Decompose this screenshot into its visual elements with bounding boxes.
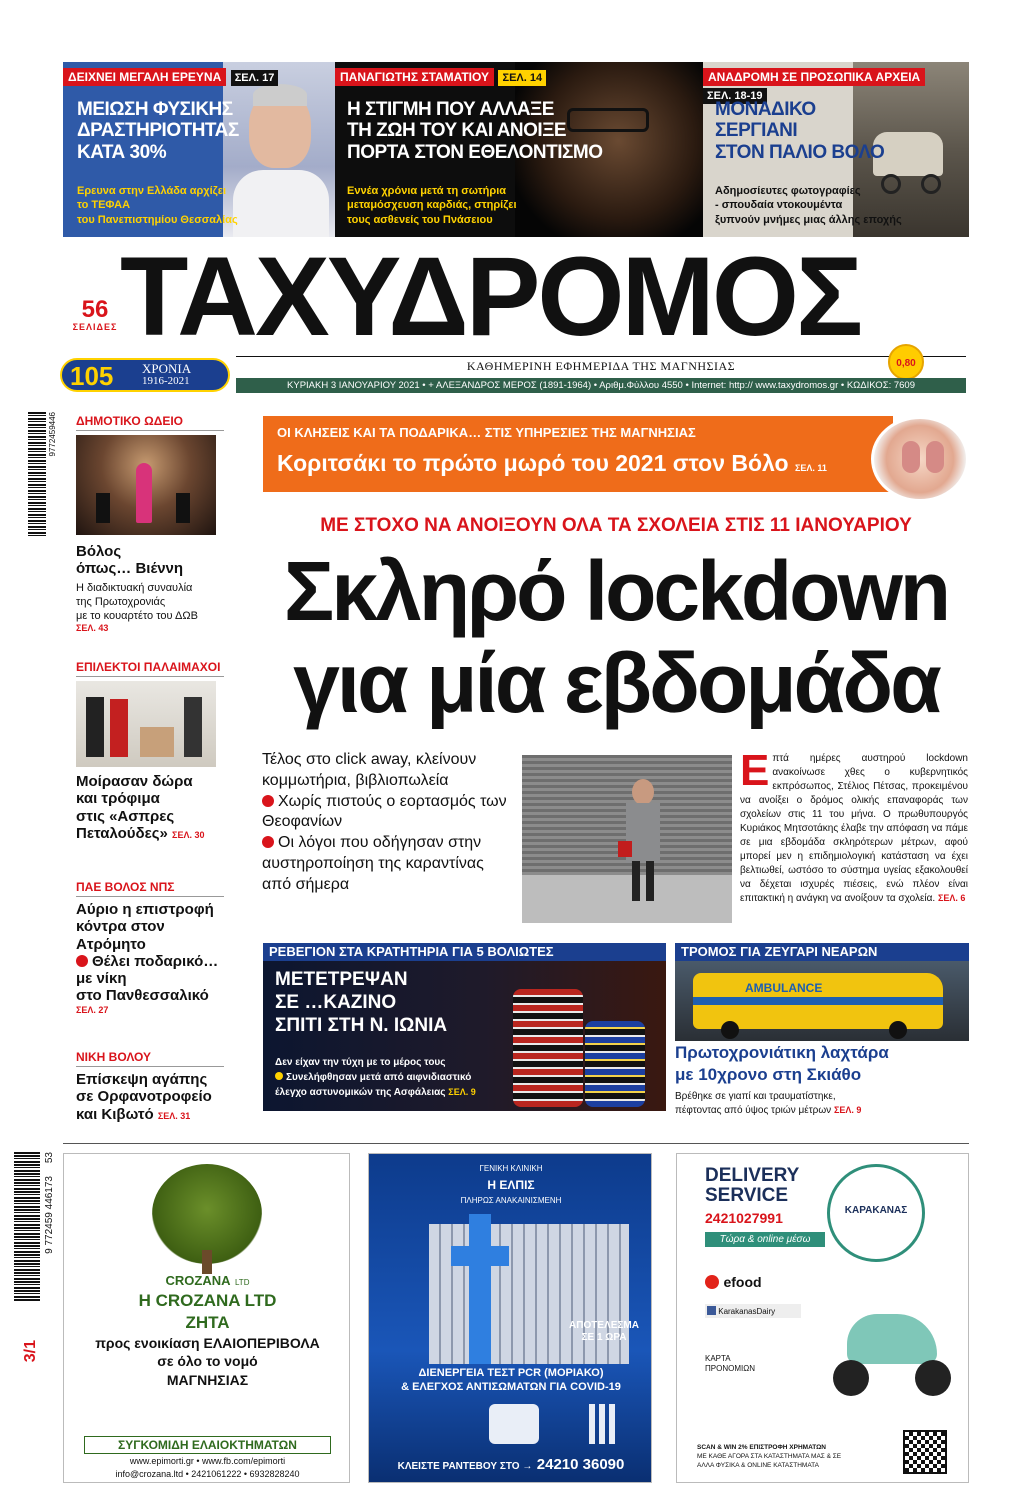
teaser-headline-line: ΠΟΡΤΑ ΣΤΟΝ ΕΘΕΛΟΝΤΙΣΜΟ	[347, 141, 603, 163]
clinic-pcr-line: ΔΙΕΝΕΡΓΕΙΑ ΤΕΣΤ PCR (ΜΟΡΙΑΚΟ)	[418, 1367, 604, 1379]
sidebar-headline	[76, 773, 224, 842]
sidebar-text-line: της Πρωτοχρονιάς	[76, 595, 166, 608]
teaser-sub-line: ξυπνούν μνήμες μιας άλλης εποχής	[715, 213, 902, 226]
teaser-category: ΑΝΑΔΡΟΜΗ ΣΕ ΠΡΟΣΩΠΙΚΑ ΑΡΧΕΙΑ	[703, 68, 925, 86]
teaser-physical-activity[interactable]	[63, 62, 335, 237]
ad-clinic-elpis[interactable]	[368, 1153, 652, 1483]
sidebar-page: ΣΕΛ. 27	[76, 1004, 109, 1015]
loyalty-card	[705, 1354, 755, 1373]
teaser-sub-line: - σπουδαία ντοκουμέντα	[715, 199, 843, 212]
clinic-renovated: ΠΛΗΡΩΣ ΑΝΑΚΑΙΝΙΣΜΕΝΗ	[460, 1196, 562, 1205]
ambulance-photo	[675, 961, 969, 1041]
years-badge	[60, 358, 230, 392]
clinic-label: ΓΕΝΙΚΗ ΚΛΙΝΙΚΗ	[479, 1164, 543, 1173]
teaser-sub-line: Εννέα χρόνια μετά τη σωτήρια	[347, 185, 507, 197]
crozana-logo-text: CROZANA	[165, 1273, 231, 1288]
sidebar-headline-line: Επίσκεψη αγάπης	[76, 1071, 208, 1088]
sidebar-headline-line: στις «Ασπρες	[76, 807, 175, 825]
teaser-page: ΣΕΛ. 17	[231, 70, 279, 86]
clinic-appointment-text: ΚΛΕΙΣΤΕ ΡΑΝΤΕΒΟΥ ΣΤΟ →	[397, 1461, 533, 1472]
sidebar-headline-line: Πεταλούδες»	[76, 824, 168, 842]
years-number: 105	[70, 361, 114, 391]
lead-dropcap: Ε	[740, 746, 770, 795]
sidebar-story-volos-football[interactable]	[76, 880, 224, 1050]
sidebar-headline	[76, 901, 224, 1005]
crozana-line: σε όλο το νομό	[157, 1353, 258, 1370]
clinic-name: Η ΕΛΠΙΣ	[487, 1178, 535, 1192]
banner-headline	[277, 450, 827, 477]
price-badge	[888, 344, 924, 380]
teaser-sub-line: μεταμόσχευση καρδιάς, στηρίζει	[347, 199, 517, 212]
scan-win	[697, 1444, 897, 1470]
barcode-top	[28, 412, 46, 537]
sidebar-headline-line: και τρόφιμα	[76, 790, 160, 808]
casino-headline	[275, 969, 447, 1037]
crozana-logo-sub: LTD	[234, 1278, 250, 1287]
clinic-result-badge	[569, 1320, 639, 1344]
scooter-icon	[827, 1294, 957, 1404]
casino-headline-line: ΣΠΙΤΙ ΣΤΗ Ν. ΙΩΝΙΑ	[275, 1014, 448, 1036]
crozana-line: ΜΑΓΝΗΣΙΑΣ	[166, 1371, 249, 1388]
clinic-cross-bar	[451, 1246, 509, 1266]
lead-photo-woman-mask	[522, 755, 732, 923]
lead-body-text: πτά ημέρες αυστηρού lockdown ανακοίνωσε χθες ο κυβερνητικός εκπρόσωπος, Στέλιος Πέτσας, προκειμένου να ανοίξει ο δρόμος ολικής επαναφοράς των σχολείων στις 11 του μήνα. Ο πρωθυπουργός Κυριάκος Μητσοτάκης έλαβε την απόφαση να πάμε σε μια εβδομάδα σκληρότερων μέτρων, αφού μπορεί μεν η επιδημιολογική κατάσταση να έχει βελτιωθεί, ωστόσο το σύστημα υγείας εξακολουθεί να δέχεται ισχυρές πιέσεις, ενώ πλέον είναι επιτακτική η ανάγκη να ανοίξουν τα σχολεία.	[740, 753, 968, 904]
sidebar-headline-line: Βόλος	[76, 543, 122, 560]
casino-bullet-line: έλεγχο αστυνομικών της Ασφάλειας	[275, 1087, 446, 1098]
sidebar-text-line: Η διαδικτυακή συναυλία	[76, 581, 193, 594]
casino-chips	[513, 989, 583, 1107]
banner-headline-text: Κοριτσάκι το πρώτο μωρό του 2021 στον Βόλο	[277, 450, 789, 476]
crozana-copy	[64, 1290, 350, 1389]
scan-win-line: SCAN & WIN 2% ΕΠΙΣΤΡΟΦΗ ΧΡΗΜΑΤΩΝ	[697, 1444, 826, 1451]
qr-code-icon	[903, 1430, 947, 1474]
ads-divider	[63, 1143, 969, 1144]
facebook-link	[705, 1304, 801, 1318]
masthead-subtitle: ΚΑΘΗΜΕΡΙΝΗ ΕΦΗΜΕΡΙΔΑ ΤΗΣ ΜΑΓΝΗΣΙΑΣ	[466, 359, 736, 373]
lead-headline-line: για μία εβδομάδα	[293, 636, 939, 730]
facebook-icon	[707, 1306, 716, 1315]
teaser-headline	[347, 99, 603, 163]
teaser-sub-line: Αδημοσίευτες φωτογραφίες	[715, 185, 861, 197]
olive-tree-icon	[152, 1164, 262, 1264]
sidebar-page: ΣΕΛ. 43	[76, 623, 109, 634]
ad-karakanas-delivery[interactable]	[676, 1153, 969, 1483]
casino-story[interactable]	[263, 961, 666, 1111]
sidebar-headline	[76, 1071, 224, 1123]
sidebar-story-veterans[interactable]	[76, 660, 224, 880]
ad-crozana[interactable]	[63, 1153, 350, 1483]
sidebar-bullet-line: Θέλει ποδαρικό…	[92, 952, 219, 970]
teaser-headline-line: ΚΑΤΑ 30%	[77, 141, 167, 163]
bullet-icon	[262, 836, 274, 848]
delivery-title-line: SERVICE	[705, 1184, 789, 1206]
loyalty-card-line: ΠΡΟΝΟΜΙΩΝ	[705, 1363, 755, 1373]
clinic-machine-icon	[489, 1404, 539, 1444]
delivery-title-line: DELIVERY	[705, 1165, 800, 1186]
lead-deck	[262, 750, 512, 896]
sidebar-text-line: με το κουαρτέτο του ΔΩΒ	[76, 610, 198, 623]
teaser-sub-line: το ΤΕΦΑΑ	[77, 199, 131, 212]
sidebar-photo-concert	[76, 435, 216, 535]
barcode-bottom-number: 9 772459 446173	[44, 1176, 55, 1254]
lead-bullet: Οι λόγοι που οδήγησαν στην αυστηροποίηση της καραντίνας από σήμερα	[262, 834, 484, 893]
teaser-subtext	[77, 184, 238, 227]
bullet-icon	[275, 1072, 283, 1080]
ambulance-headline-line: Πρωτοχρονιάτικη λαχτάρα	[675, 1043, 889, 1062]
pages-number: 56	[81, 296, 109, 323]
barcode-top-number: 9772459446	[48, 412, 57, 457]
teaser-headline-line: ΜΕΙΩΣΗ ΦΥΣΙΚΗΣ	[77, 99, 233, 120]
efood-icon	[705, 1275, 719, 1289]
casino-bullet-line: Συνελήφθησαν μετά από αιφνιδιαστικό	[286, 1072, 472, 1083]
sidebar-bullet-line: με νίκη	[76, 970, 127, 987]
casino-text	[275, 1055, 476, 1100]
crozana-harvest: ΣΥΓΚΟΜΙΔΗ ΕΛΑΙΟΚΤΗΜΑΤΩΝ	[84, 1436, 331, 1454]
ambulance-category: ΤΡΟΜΟΣ ΓΙΑ ΖΕΥΓΑΡΙ ΝΕΑΡΩΝ	[675, 943, 969, 961]
sidebar-headline-line: σε Ορφανοτροφείο	[76, 1088, 212, 1106]
bullet-icon	[76, 955, 88, 967]
masthead-rule	[236, 356, 966, 357]
ambulance-text	[675, 1090, 969, 1118]
ambulance-headline-line: με 10χρονο στη Σκιάθο	[675, 1065, 862, 1085]
ambulance-story[interactable]	[675, 1042, 969, 1118]
lead-kicker: ΜΕ ΣΤΟΧΟ ΝΑ ΑΝΟΙΞΟΥΝ ΟΛΑ ΤΑ ΣΧΟΛΕΙΑ ΣΤΙΣ 11 ΙΑΝΟΥΑΡΙΟΥ	[320, 515, 912, 536]
pages-label: ΣΕΛΙΔΕΣ	[72, 322, 118, 332]
teaser-category: ΔΕΙΧΝΕΙ ΜΕΓΑΛΗ ΕΡΕΥΝΑ	[63, 68, 226, 86]
casino-chips-2	[585, 1021, 645, 1107]
olive-tree-trunk	[202, 1250, 212, 1274]
lead-headline	[263, 545, 969, 729]
teaser-photo-professor	[223, 62, 335, 237]
teaser-sub-line: Ερευνα στην Ελλάδα αρχίζει	[77, 185, 227, 197]
crozana-web: www.epimorti.gr • www.fb.com/epimorti	[129, 1456, 286, 1466]
masthead-title: ΤΑΧΥΔΡΟΜΟΣ	[120, 238, 861, 356]
ambulance-photo-label: AMBULANCE	[745, 981, 823, 995]
karakanas-logo-text: ΚΑΡΑΚΑΝΑΣ	[844, 1205, 908, 1216]
price-value: 0,80	[896, 358, 916, 369]
lead-bullet: Χωρίς πιστούς ο εορτασμός των Θεοφανίων	[262, 792, 507, 831]
sidebar-text	[76, 581, 224, 624]
crozana-line: Η CROZANA LTD	[138, 1291, 277, 1310]
teaser-sub-line: τους ασθενείς του Πνάσειου	[347, 213, 493, 226]
clinic-phone: 24210 36090	[536, 1456, 625, 1473]
efood-text: efood	[723, 1274, 762, 1290]
teaser-volunteering[interactable]	[335, 62, 703, 237]
casino-page: ΣΕΛ. 9	[448, 1087, 476, 1097]
crozana-line: ΖΗΤΑ	[185, 1313, 230, 1333]
sidebar-headline-line: κόντρα στον Ατρόμητο	[76, 918, 165, 953]
teaser-subtext	[347, 184, 517, 227]
clinic-result-line: ΣΕ 1 ΩΡΑ	[581, 1332, 627, 1343]
barcode-bottom	[14, 1152, 40, 1302]
baby-banner[interactable]	[263, 416, 969, 492]
lead-deck-text: Τέλος στο click away, κλείνουν κομμωτήρια, βιβλιοπωλεία	[262, 751, 477, 789]
bullet-icon	[262, 795, 274, 807]
edition-mark: 3/1	[22, 1340, 39, 1363]
scan-win-line: ΜΕ ΚΑΘΕ ΑΓΟΡΑ ΣΤΑ ΚΑΤΑΣΤΗΜΑΤΑ ΜΑΣ & ΣΕ	[697, 1452, 842, 1460]
crozana-logo	[64, 1272, 350, 1290]
clinic-appointment	[369, 1456, 652, 1474]
facebook-handle: KarakanasDairy	[718, 1307, 776, 1316]
teaser-headline-line: ΜΟΝΑΔΙΚΟ	[715, 99, 816, 120]
casino-category: ΡΕΒΕΓΙΟΝ ΣΤΑ ΚΡΑΤΗΤΗΡΙΑ ΓΙΑ 5 ΒΟΛΙΩΤΕΣ	[263, 943, 666, 961]
sidebar-category: ΠΑΕ ΒΟΛΟΣ ΝΠΣ	[76, 880, 224, 897]
sidebar-photo-donations	[76, 681, 216, 767]
crozana-contact: info@crozana.ltd • 2421061222 • 6932828240	[115, 1469, 300, 1479]
loyalty-card-line: ΚΑΡΤΑ	[705, 1354, 731, 1363]
lead-body	[740, 746, 968, 906]
teaser-category: ΠΑΝΑΓΙΩΤΗΣ ΣΤΑΜΑΤΙΟΥ	[335, 68, 494, 86]
clinic-tubes-icon	[589, 1404, 619, 1444]
banner-kicker: ΟΙ ΚΛΗΣΕΙΣ ΚΑΙ ΤΑ ΠΟΔΑΡΙΚΑ… ΣΤΙΣ ΥΠΗΡΕΣΙΕΣ ΤΗΣ ΜΑΓΝΗΣΙΑΣ	[277, 425, 696, 440]
teaser-page: ΣΕΛ. 18-19	[703, 88, 767, 104]
sidebar-category: ΕΠΙΛΕΚΤΟΙ ΠΑΛΑΙΜΑΧΟΙ	[76, 660, 224, 677]
scan-win-line: ΑΛΛΑ ΦΥΣΙΚΑ & ONLINE ΚΑΤΑΣΤΗΜΑΤΑ	[697, 1461, 819, 1469]
banner-page: ΣΕΛ. 11	[794, 463, 827, 473]
casino-headline-line: ΣΕ …ΚΑΖΙΝΟ	[275, 991, 397, 1013]
teaser-headline-line: ΤΗ ΖΩΗ ΤΟΥ ΚΑΙ ΑΝΟΙΞΕ	[347, 120, 567, 142]
sidebar-headline-line: Μοίρασαν δώρα	[76, 773, 193, 790]
clinic-pcr-line: & ΕΛΕΓΧΟΣ ΑΝΤΙΣΩΜΑΤΩΝ ΓΙΑ COVID-19	[401, 1381, 621, 1394]
karakanas-logo	[827, 1164, 925, 1262]
sidebar	[76, 414, 224, 1123]
sidebar-category: ΔΗΜΟΤΙΚΟ ΩΔΕΙΟ	[76, 414, 224, 431]
banner-photo-baby-feet	[871, 416, 969, 502]
lead-page: ΣΕΛ. 6	[937, 893, 966, 903]
delivery-phone: 2421027991	[705, 1210, 783, 1226]
sidebar-headline-line: και Κιβωτό	[76, 1105, 154, 1123]
clinic-result-line: ΑΠΟΤΕΛΕΣΜΑ	[569, 1320, 639, 1331]
sidebar-story-niki-volou[interactable]	[76, 1050, 224, 1123]
clinic-pcr	[369, 1366, 652, 1395]
crozana-line: προς ενοικίαση ΕΛΑΙΟΠΕΡΙΒΟΛΑ	[95, 1335, 320, 1352]
sidebar-story-conservatory[interactable]	[76, 414, 224, 660]
teaser-headline-line: Η ΣΤΙΓΜΗ ΠΟΥ ΑΛΛΑΞΕ	[347, 99, 554, 120]
ambulance-headline	[675, 1042, 969, 1086]
efood-logo	[705, 1274, 762, 1292]
teaser-headline-line: ΣΤΟΝ ΠΑΛΙΟ ΒΟΛΟ	[715, 141, 885, 163]
casino-text-line: Δεν είχαν την τύχη με το μέρος τους	[275, 1057, 446, 1068]
sidebar-category: ΝΙΚΗ ΒΟΛΟΥ	[76, 1050, 224, 1067]
barcode-issue: 53	[44, 1152, 55, 1164]
teaser-headline-line: ΣΕΡΓΙΑΝΙ	[715, 120, 798, 142]
ambulance-page: ΣΕΛ. 9	[833, 1105, 862, 1116]
years-range: 1916-2021	[142, 375, 190, 387]
teaser-page: ΣΕΛ. 14	[498, 70, 546, 86]
info-bar: ΚΥΡΙΑΚΗ 3 ΙΑΝΟΥΑΡΙΟΥ 2021 • + ΑΛΕΞΑΝΔΡΟΣ ΜΕΡΟΣ (1891-1964) • Αριθμ.Φύλλου 4550 • Internet: http:// www.taxydromos.gr • ΚΩΔΙΚΟΣ: 7609	[236, 378, 966, 393]
casino-headline-line: ΜΕΤΕΤΡΕΨΑΝ	[275, 969, 408, 990]
delivery-tagline: Τώρα & online μέσω	[705, 1232, 825, 1247]
teaser-old-volos[interactable]	[703, 62, 969, 237]
lead-headline-line: Σκληρό lockdown	[283, 544, 949, 638]
years-label: ΧΡΟΝΙΑ	[142, 361, 192, 376]
teaser-subtext	[715, 184, 902, 227]
sidebar-page: ΣΕΛ. 31	[157, 1110, 191, 1121]
ambulance-text-line: Βρέθηκε σε γιαπί και τραυματίστηκε,	[675, 1091, 836, 1103]
sidebar-headline-line: όπως… Βιέννη	[76, 560, 184, 578]
teaser-headline	[77, 99, 239, 163]
sidebar-headline-line: Αύριο η επιστροφή	[76, 901, 214, 918]
teaser-sub-line: του Πανεπιστημίου Θεσσαλίας	[77, 213, 238, 226]
sidebar-bullet-line: στο Πανθεσσαλικό	[76, 987, 209, 1005]
ambulance-text-line: πέφτοντας από ύψος τριών μέτρων	[675, 1105, 832, 1117]
teaser-headline	[715, 99, 884, 163]
sidebar-page: ΣΕΛ. 30	[172, 829, 205, 840]
sidebar-headline	[76, 543, 224, 578]
teaser-headline-line: ΔΡΑΣΤΗΡΙΟΤΗΤΑΣ	[77, 120, 239, 142]
clinic-cross-icon	[469, 1214, 491, 1364]
delivery-title	[705, 1166, 799, 1206]
